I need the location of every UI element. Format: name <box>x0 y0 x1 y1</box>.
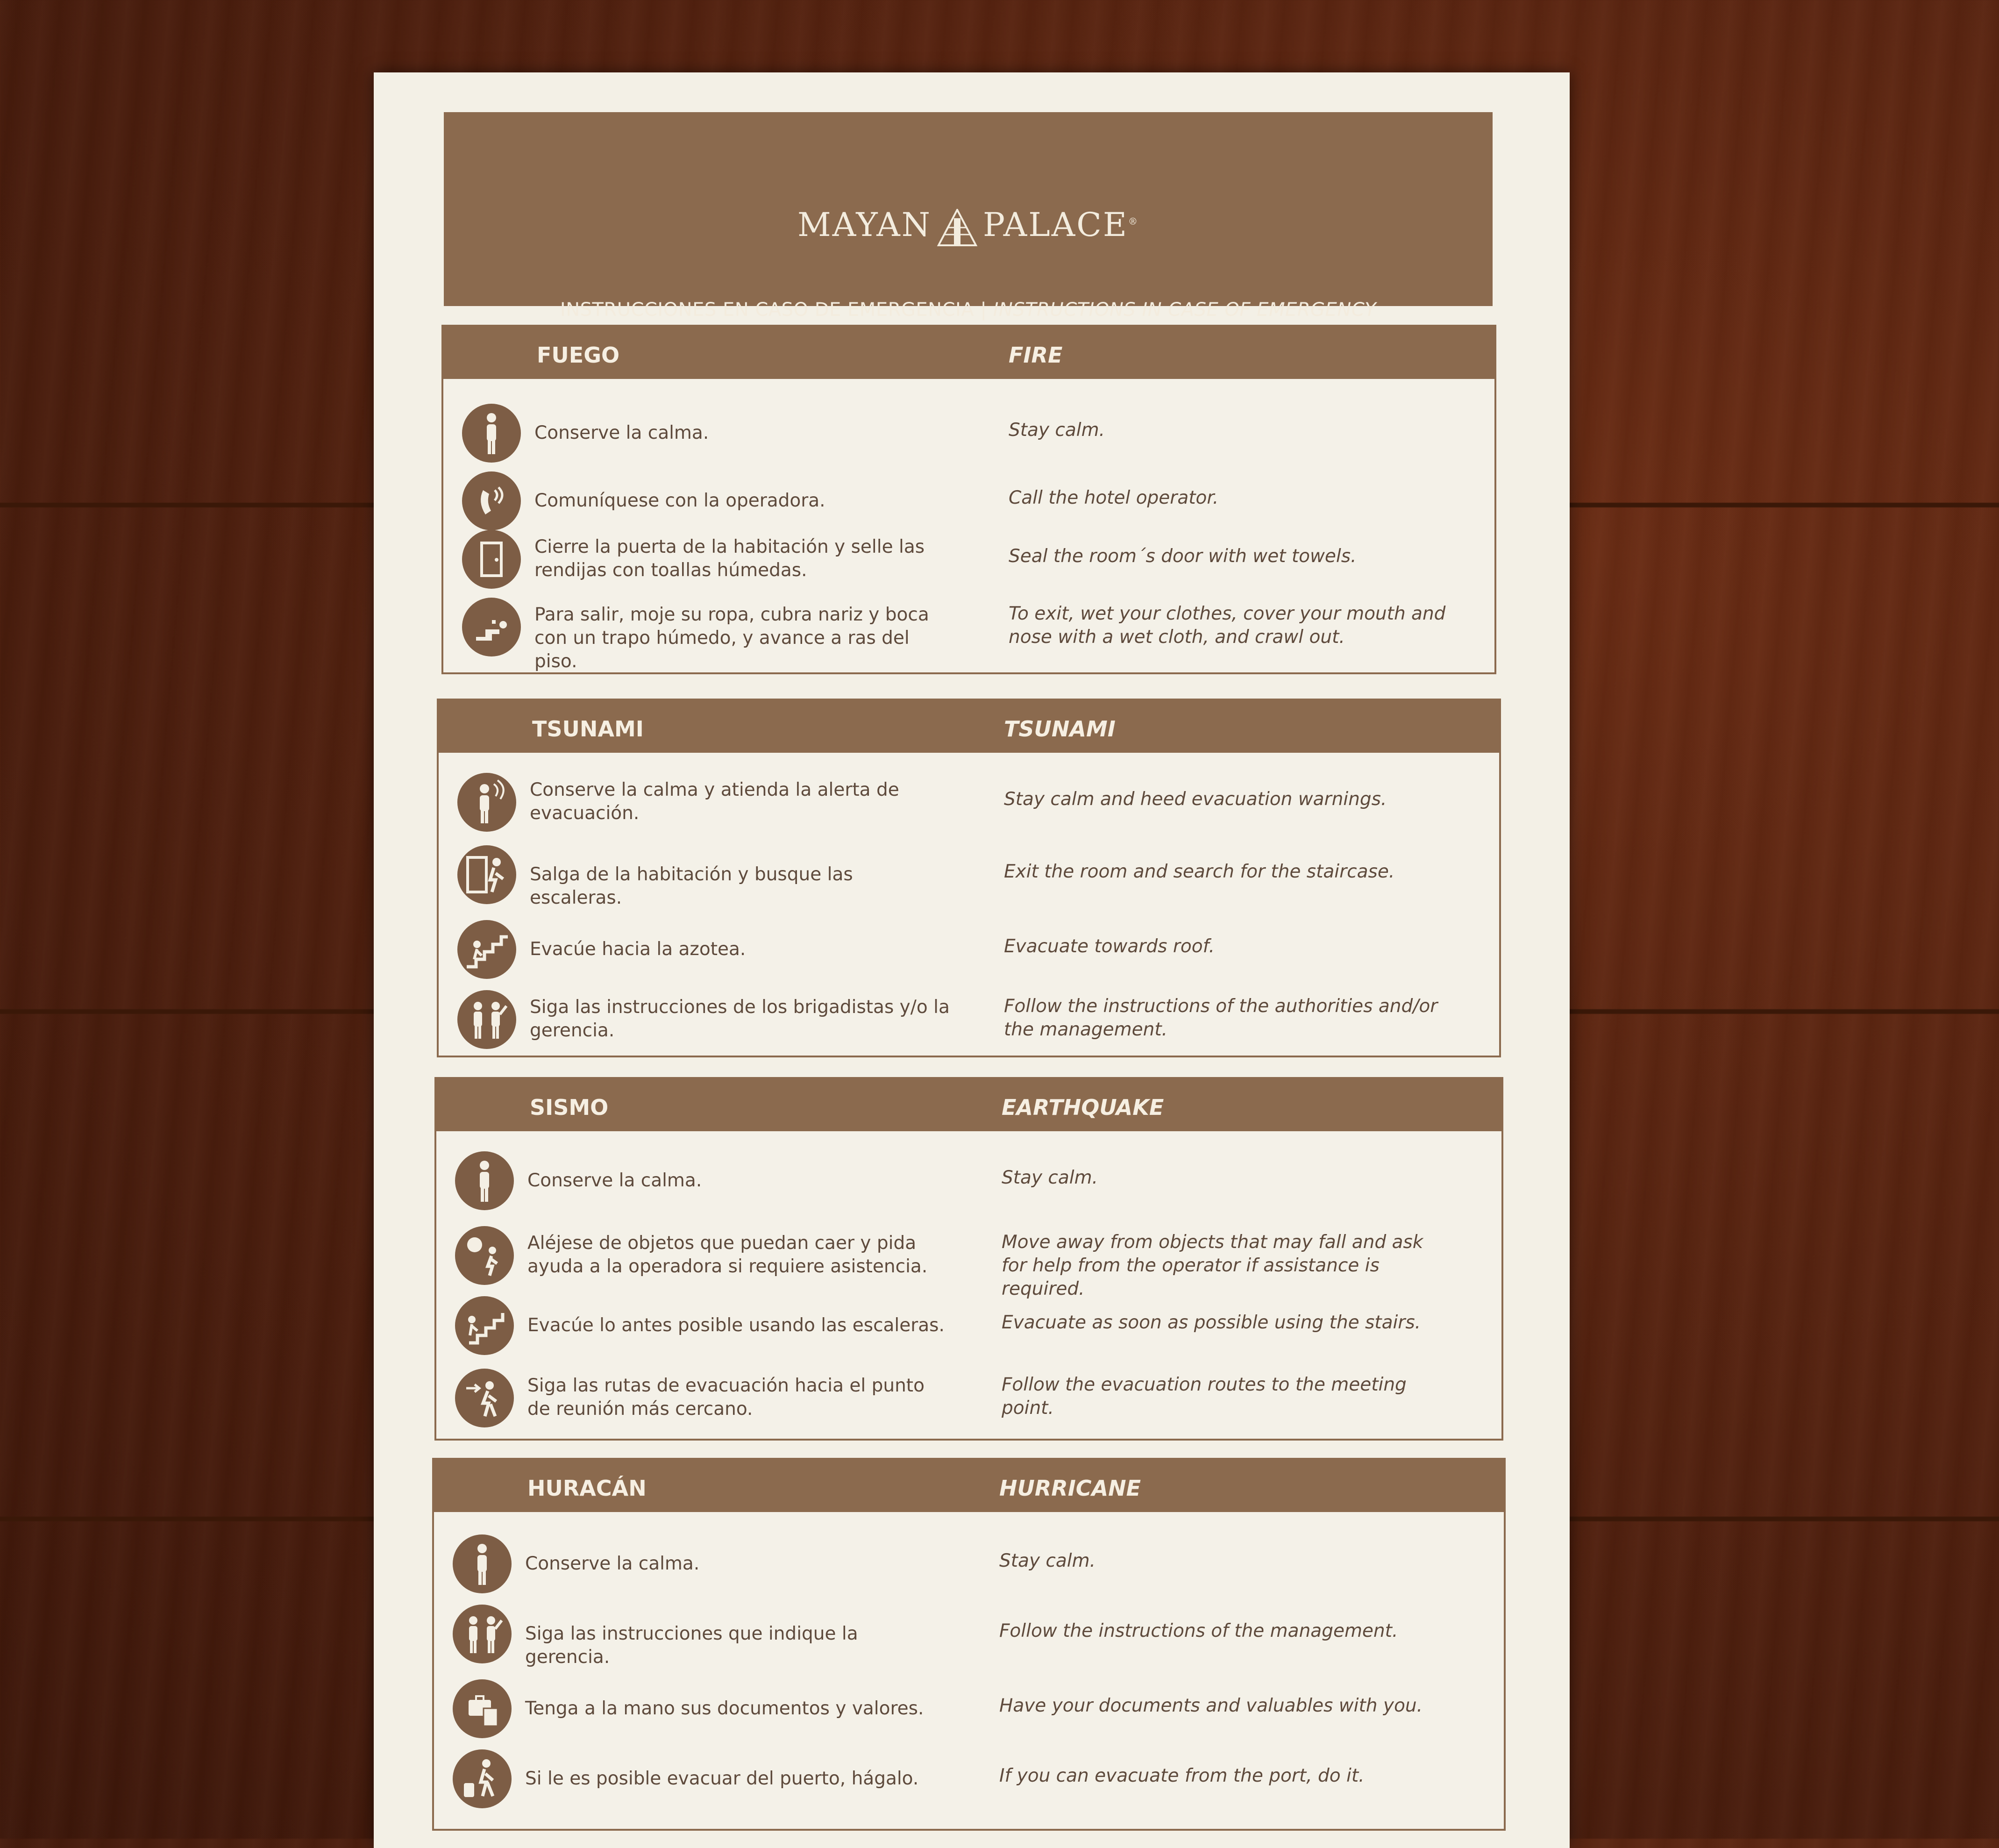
instruction-text-en: Stay calm. <box>1009 420 1105 441</box>
instruction-row <box>436 1151 1501 1212</box>
documents-icon <box>453 1679 512 1738</box>
emergency-card <box>374 72 1570 1848</box>
instruction-row <box>436 1226 1501 1299</box>
header-title-en: INSTRUCTIONS IN CASE OF EMERGENCY <box>993 299 1377 321</box>
instruction-text-es: Siga las instrucciones de los brigadistas y/o la gerencia. <box>530 997 950 1041</box>
instruction-text-es: Conserve la calma. <box>534 422 709 443</box>
instruction-row <box>439 920 1499 981</box>
section-title-es: SISMO <box>530 1095 609 1120</box>
crawl-icon <box>462 598 521 656</box>
instruction-row <box>434 1679 1504 1740</box>
instruction-row <box>434 1534 1504 1595</box>
instruction-text-es: Salga de la habitación y busque las escaleras. <box>530 864 853 908</box>
instruction-text-en: Follow the instructions of the management. <box>999 1620 1398 1641</box>
instruction-row <box>443 471 1494 532</box>
section-header <box>443 327 1494 379</box>
instruction-row <box>443 598 1494 672</box>
instruction-row <box>439 845 1499 906</box>
section-fire <box>441 325 1496 674</box>
authority-icon <box>457 990 516 1049</box>
instruction-text-es: Siga las instrucciones que indique la gerencia. <box>525 1623 858 1668</box>
section-title-en: TSUNAMI <box>1004 716 1116 742</box>
section-tsunami <box>437 699 1501 1057</box>
instruction-row <box>436 1369 1501 1429</box>
instruction-text-en: Follow the evacuation routes to the meeting point. <box>1002 1374 1407 1419</box>
instruction-row <box>443 404 1494 464</box>
instruction-text-en: Evacuate towards roof. <box>1004 936 1215 957</box>
instruction-row <box>434 1605 1504 1668</box>
instruction-text-es: Conserve la calma. <box>525 1553 700 1574</box>
stairs-icon <box>455 1296 514 1355</box>
instruction-text-es: Tenga a la mano sus documentos y valores. <box>525 1698 924 1719</box>
instruction-text-en: Evacuate as soon as possible using the stairs. <box>1002 1312 1421 1333</box>
instruction-text-es: Para salir, moje su ropa, cubra nariz y boca con un trapo húmedo, y avance a ras del piso. <box>534 604 929 672</box>
instruction-text-en: To exit, wet your clothes, cover your mouth and nose with a wet cloth, and crawl out. <box>1009 603 1446 648</box>
instruction-text-es: Aléjese de objetos que puedan caer y pida ayuda a la operadora si requiere asistencia. <box>527 1233 928 1277</box>
brand-logo <box>444 206 1493 246</box>
section-title-es: FUEGO <box>537 342 620 368</box>
section-title-es: HURACÁN <box>527 1476 647 1501</box>
instruction-text-en: Stay calm and heed evacuation warnings. <box>1004 789 1387 810</box>
instruction-row <box>443 530 1494 591</box>
stairs-up-icon <box>457 920 516 979</box>
brand-name-right: PALACE <box>983 206 1128 244</box>
person-icon <box>462 404 521 463</box>
pyramid-icon <box>936 209 978 246</box>
section-header <box>434 1460 1504 1512</box>
section-title-es: TSUNAMI <box>532 716 644 742</box>
registered-mark: ® <box>1128 215 1139 227</box>
instruction-text-es: Comuníquese con la operadora. <box>534 490 825 511</box>
phone-icon <box>462 471 521 530</box>
instruction-text-en: Follow the instructions of the authorities and/or the management. <box>1004 996 1438 1040</box>
route-icon <box>455 1369 514 1427</box>
person-icon <box>455 1151 514 1210</box>
exit-room-icon <box>457 845 516 904</box>
instruction-text-en: If you can evacuate from the port, do it. <box>999 1765 1365 1786</box>
instruction-text-es: Conserve la calma. <box>527 1170 702 1191</box>
header-subtitle <box>444 299 1493 321</box>
instruction-text-en: Stay calm. <box>999 1550 1096 1571</box>
instruction-text-en: Seal the room´s door with wet towels. <box>1009 546 1357 567</box>
instruction-row <box>434 1749 1504 1810</box>
instruction-text-es: Conserve la calma y atienda la alerta de evacuación. <box>530 779 899 824</box>
instruction-text-es: Siga las rutas de evacuación hacia el punto de reunión más cercano. <box>527 1375 925 1420</box>
section-title-en: HURRICANE <box>999 1476 1141 1501</box>
instruction-text-es: Evacúe hacia la azotea. <box>530 939 746 960</box>
instruction-text-en: Move away from objects that may fall and ask for help from the operator if assistance is required. <box>1002 1232 1423 1299</box>
instruction-text-en: Exit the room and search for the staircase. <box>1004 861 1395 882</box>
section-earthquake <box>434 1077 1503 1441</box>
instruction-row <box>439 773 1499 834</box>
luggage-icon <box>453 1749 512 1808</box>
brand-name-left: MAYAN <box>797 206 932 244</box>
header-title-es: INSTRUCCIONES EN CASO DE EMERGENCIA | <box>560 299 987 321</box>
instruction-row <box>439 990 1499 1051</box>
instruction-text-es: Evacúe lo antes posible usando las escaleras. <box>527 1315 945 1336</box>
instruction-row <box>436 1296 1501 1357</box>
alert-person-icon <box>457 773 516 832</box>
instruction-text-en: Stay calm. <box>1002 1167 1098 1188</box>
instruction-text-es: Si le es posible evacuar del puerto, hágalo. <box>525 1768 919 1789</box>
instruction-text-es: Cierre la puerta de la habitación y selle las rendijas con toallas húmedas. <box>534 536 925 581</box>
door-icon <box>462 530 521 589</box>
section-title-en: EARTHQUAKE <box>1002 1095 1164 1120</box>
instruction-text-en: Call the hotel operator. <box>1009 487 1219 508</box>
card-header <box>444 112 1493 321</box>
section-header <box>436 1079 1501 1131</box>
instruction-text-en: Have your documents and valuables with you. <box>999 1695 1423 1716</box>
section-hurricane <box>432 1458 1506 1831</box>
authority-icon <box>453 1605 512 1663</box>
falling-objects-icon <box>455 1226 514 1285</box>
section-header <box>439 700 1499 753</box>
person-icon <box>453 1534 512 1593</box>
section-title-en: FIRE <box>1009 342 1063 368</box>
